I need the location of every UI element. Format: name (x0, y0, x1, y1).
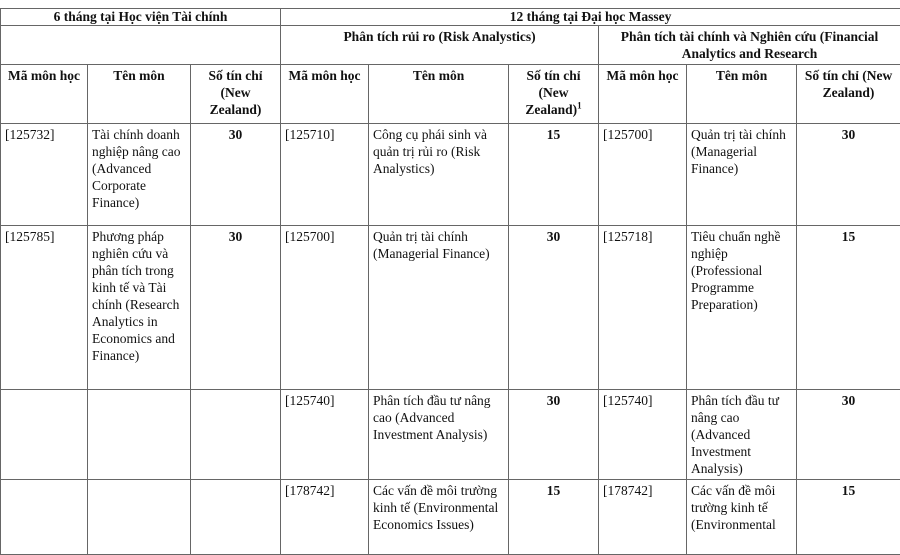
track-fin-header: Phân tích tài chính và Nghiên cứu (Financial Analytics and Research (599, 26, 900, 65)
col-code-fin: Mã môn học (599, 65, 687, 124)
col-credits-risk-label: Số tín chỉ (New Zealand) (525, 68, 580, 117)
risk-credits: 30 (509, 226, 599, 390)
fin-credits: 15 (797, 226, 900, 390)
track-risk-header: Phân tích rủi ro (Risk Analystics) (281, 26, 599, 65)
hvtc-credits (191, 480, 281, 555)
col-name-fin: Tên môn (687, 65, 797, 124)
fin-name: Tiêu chuẩn nghề nghiệp (Professional Programme Preparation) (687, 226, 797, 390)
table-row (1, 124, 900, 226)
hvtc-code: [125785] (1, 226, 88, 390)
col-credits-hvtc: Số tín chỉ (New Zealand) (191, 65, 281, 124)
hvtc-name: Tài chính doanh nghiệp nâng cao (Advanced Corporate Finance) (88, 124, 191, 226)
risk-credits: 15 (509, 480, 599, 555)
risk-credits: 30 (509, 390, 599, 480)
fin-credits: 30 (797, 390, 900, 480)
hvtc-name: Phương pháp nghiên cứu và phân tích trong kinh tế và Tài chính (Research Analytics in Economics and Finance) (88, 226, 191, 390)
hvtc-credits: 30 (191, 226, 281, 390)
col-name-risk: Tên môn (369, 65, 509, 124)
hvtc-credits (191, 390, 281, 480)
hvtc-code (1, 390, 88, 480)
risk-name: Các vấn đề môi trường kinh tế (Environmental Economics Issues) (369, 480, 509, 555)
hvtc-name (88, 390, 191, 480)
table-row (1, 226, 900, 390)
risk-code: [125740] (281, 390, 369, 480)
risk-name: Công cụ phái sinh và quản trị rủi ro (Risk Analystics) (369, 124, 509, 226)
fin-code: [125700] (599, 124, 687, 226)
col-credits-fin: Số tín chỉ (New Zealand) (797, 65, 900, 124)
risk-credits: 15 (509, 124, 599, 226)
curriculum-table (0, 8, 900, 555)
risk-code: [178742] (281, 480, 369, 555)
table-row (1, 480, 900, 555)
risk-name: Quản trị tài chính (Managerial Finance) (369, 226, 509, 390)
fin-name: Quản trị tài chính (Managerial Finance) (687, 124, 797, 226)
col-code-hvtc: Mã môn học (1, 65, 88, 124)
footnote-marker: 1 (577, 101, 582, 111)
fin-credits: 30 (797, 124, 900, 226)
risk-code: [125700] (281, 226, 369, 390)
risk-name: Phân tích đầu tư nâng cao (Advanced Investment Analysis) (369, 390, 509, 480)
header-hvtc: 6 tháng tại Học viện Tài chính (1, 9, 281, 26)
col-code-risk: Mã môn học (281, 65, 369, 124)
header-massey: 12 tháng tại Đại học Massey (281, 9, 900, 26)
fin-name: Các vấn đề môi trường kinh tế (Environmental (687, 480, 797, 555)
fin-code: [125718] (599, 226, 687, 390)
hvtc-name (88, 480, 191, 555)
table-row (1, 390, 900, 480)
fin-code: [125740] (599, 390, 687, 480)
col-name-hvtc: Tên môn (88, 65, 191, 124)
col-credits-risk (509, 65, 599, 124)
fin-name: Phân tích đầu tư nâng cao (Advanced Investment Analysis) (687, 390, 797, 480)
risk-code: [125710] (281, 124, 369, 226)
hvtc-code (1, 480, 88, 555)
hvtc-code: [125732] (1, 124, 88, 226)
fin-credits: 15 (797, 480, 900, 555)
hvtc-credits: 30 (191, 124, 281, 226)
fin-code: [178742] (599, 480, 687, 555)
blank-subheader (1, 26, 281, 65)
